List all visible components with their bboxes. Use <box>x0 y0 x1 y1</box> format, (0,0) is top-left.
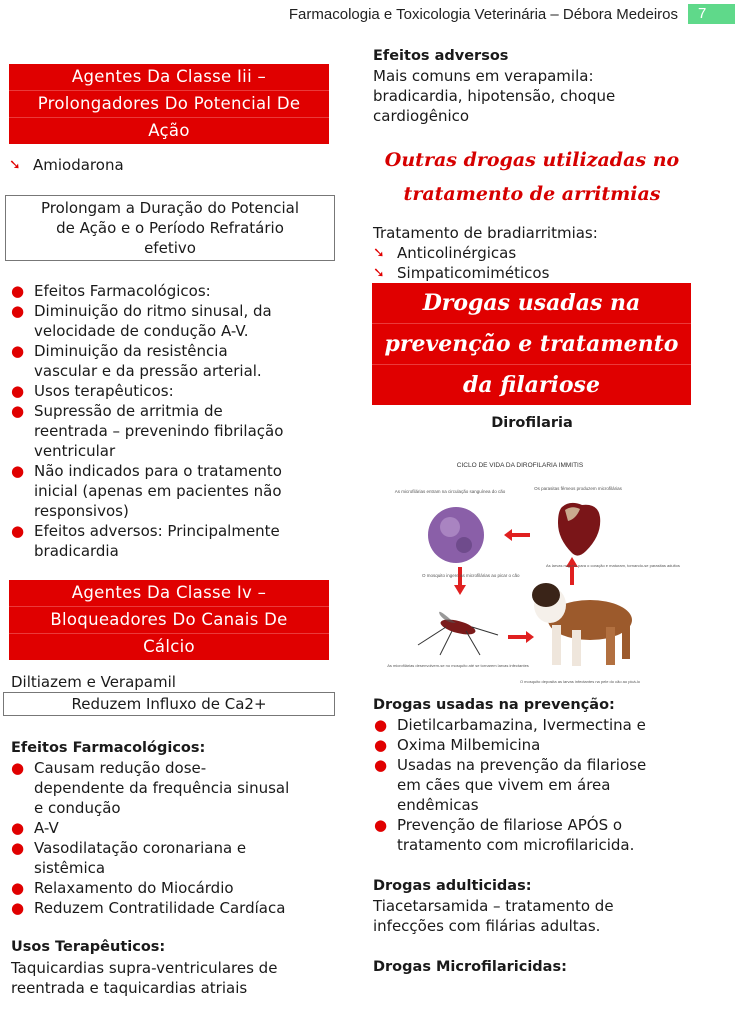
item-text: inicial (apenas em pacientes não <box>34 482 282 500</box>
brady-item <box>373 263 549 283</box>
class3-title-line: Agentes Da Classe Iii – <box>9 64 329 91</box>
definition-line: Prolongam a Duração do Potencial <box>40 199 300 217</box>
class4-uses-heading: Usos Terapêuticos: <box>11 939 166 955</box>
list-item <box>9 818 335 838</box>
list-item <box>9 341 335 381</box>
list-item <box>9 461 335 521</box>
adverse-line: cardiogênico <box>373 107 470 125</box>
list-item <box>9 521 335 561</box>
class3-drug: Amiodarona <box>33 156 124 174</box>
item-text: ventricular <box>34 442 116 460</box>
bullet-icon: ● <box>11 899 25 917</box>
bullet-icon: ● <box>11 302 25 320</box>
class4-title-line: Bloqueadores Do Canais De <box>9 607 329 634</box>
list-item <box>9 281 335 301</box>
item-text: Prevenção de filariose APÓS o <box>397 816 623 834</box>
item-text: e condução <box>34 799 121 817</box>
class4-drugs: Diltiazem e Verapamil <box>11 673 176 691</box>
label-heart: Os parasitas fêmeos produzem microfilárias <box>534 486 622 491</box>
item-text: endêmicas <box>397 796 479 814</box>
mosquito-image <box>418 612 498 655</box>
list-item <box>9 838 335 878</box>
item-text: responsivos) <box>34 502 129 520</box>
item-text: Efeitos Farmacológicos: <box>34 282 211 300</box>
item-text: Dietilcarbamazina, Ivermectina e <box>397 716 646 734</box>
label-develop: As microfilárias desenvolvem-se no mosquito até se tornarem larvas infectantes <box>387 663 529 668</box>
bullet-icon: ● <box>11 382 25 400</box>
bullet-icon: ● <box>374 716 388 734</box>
item-text: Diminuição do ritmo sinusal, da <box>34 302 272 320</box>
bullet-icon: ● <box>11 342 25 360</box>
arrow-up-icon <box>566 557 578 585</box>
title-line: Outras drogas utilizadas no <box>384 149 680 171</box>
brady-item <box>373 243 516 263</box>
adverse-effects-heading: Efeitos adversos <box>373 48 509 64</box>
arrow-right-icon <box>508 631 534 643</box>
item-text: Supressão de arritmia de <box>34 402 223 420</box>
arrow-down-right-icon: ➘ <box>9 157 21 173</box>
bullet-icon: ● <box>374 816 388 834</box>
label-deposit: O mosquito deposita as larvas infectantes na pele do cão ao picá-lo <box>519 679 641 684</box>
list-item <box>372 815 698 855</box>
figure-caption: Dirofilaria <box>491 415 573 431</box>
bullet-icon: ● <box>374 736 388 754</box>
uses-line: reentrada e taquicardias atriais <box>11 979 248 997</box>
item-text: Diminuição da resistência <box>34 342 228 360</box>
microfilaricide-heading: Drogas Microfilaricidas: <box>373 959 567 975</box>
other-drugs-title <box>372 143 692 211</box>
class4-title-line: Cálcio <box>143 637 195 656</box>
page-number-badge: 7 <box>688 4 735 24</box>
item-text: bradicardia <box>34 542 119 560</box>
class4-uses-text <box>11 958 277 998</box>
bullet-icon: ● <box>11 462 25 480</box>
class4-title-line: Agentes Da Classe Iv – <box>9 580 329 607</box>
list-item <box>9 758 335 818</box>
filariose-title-box <box>372 283 691 405</box>
item-text: Usos terapêuticos: <box>34 382 174 400</box>
dirofilaria-lifecycle-figure <box>387 455 680 695</box>
bullet-icon: ● <box>11 819 25 837</box>
item-text: Efeitos adversos: Principalmente <box>34 522 280 540</box>
title-line: da filariose <box>463 372 600 398</box>
item-text: Usadas na prevenção da filariose <box>397 756 647 774</box>
item-text: em cães que vivem em área <box>397 776 611 794</box>
blood-smear-detail <box>440 517 460 537</box>
class3-bullet-list <box>9 281 335 561</box>
bullet-icon: ● <box>11 839 25 857</box>
item-text: vascular e da pressão arterial. <box>34 362 262 380</box>
list-item <box>9 381 335 401</box>
item-text: Anticolinérgicas <box>397 244 517 262</box>
class3-drug-item <box>9 155 124 175</box>
adverse-line: Mais comuns em verapamila: <box>373 67 594 85</box>
definition-line: efetivo <box>144 239 196 257</box>
class4-definition-box: Reduzem Influxo de Ca2+ <box>3 692 335 716</box>
label-ingest: O mosquito ingere as microfilárias ao picar o cão <box>422 573 520 578</box>
label-migrate: As larvas migram para o coração e maturam, tornando-se parasitas adultos <box>546 563 680 568</box>
title-line: Drogas usadas na <box>372 283 691 324</box>
list-item <box>9 898 335 918</box>
item-text: Não indicados para o tratamento <box>34 462 282 480</box>
adverse-line: bradicardia, hipotensão, choque <box>373 87 616 105</box>
bullet-icon: ● <box>374 756 388 774</box>
item-text: reentrada – prevenindo fibrilação <box>34 422 284 440</box>
item-text: dependente da frequência sinusal <box>34 779 290 797</box>
list-item <box>9 301 335 341</box>
item-text: Relaxamento do Miocárdio <box>34 879 234 897</box>
item-text: Vasodilatação coronariana e <box>34 839 247 857</box>
list-item <box>9 401 335 461</box>
bullet-icon: ● <box>11 759 25 777</box>
class4-effects-heading: Efeitos Farmacológicos: <box>11 740 206 756</box>
class3-title-box <box>9 64 329 144</box>
document-title: Farmacologia e Toxicologia Veterinária – Débora Medeiros <box>288 5 678 23</box>
uses-line: Taquicardias supra-ventriculares de <box>11 959 278 977</box>
arrow-down-right-icon: ➘ <box>373 245 385 261</box>
class3-title-line: Ação <box>148 121 190 140</box>
title-line: prevenção e tratamento <box>372 324 691 365</box>
item-text: velocidade de condução A-V. <box>34 322 249 340</box>
class4-title-box <box>9 580 329 660</box>
arrow-down-icon <box>454 567 466 595</box>
bullet-icon: ● <box>11 879 25 897</box>
label-blood: As microfilárias entram na circulação sanguínea do cão <box>394 489 506 494</box>
class4-effects-list <box>9 758 335 918</box>
list-item <box>372 715 698 735</box>
title-line: tratamento de arritmias <box>403 183 661 205</box>
brady-heading: Tratamento de bradiarritmias: <box>373 224 598 242</box>
list-item <box>9 878 335 898</box>
adverse-effects-text <box>373 66 615 126</box>
page-header <box>289 4 735 24</box>
adulticide-line: Tiacetarsamida – tratamento de <box>373 897 614 915</box>
class3-title-line: Prolongadores Do Potencial De <box>9 91 329 118</box>
arrow-down-right-icon: ➘ <box>373 265 385 281</box>
item-text: Reduzem Contratilidade Cardíaca <box>34 899 286 917</box>
prevention-list <box>372 715 698 855</box>
adulticide-text <box>373 896 614 936</box>
class3-definition-box <box>5 195 335 261</box>
adulticide-heading: Drogas adulticidas: <box>373 878 532 894</box>
bullet-icon: ● <box>11 522 25 540</box>
item-text: A-V <box>34 819 59 837</box>
item-text: Oxima Milbemicina <box>397 736 541 754</box>
list-item <box>372 755 698 815</box>
blood-smear-detail <box>456 537 472 553</box>
item-text: tratamento com microfilaricida. <box>397 836 635 854</box>
definition-line: de Ação e o Período Refratário <box>56 219 284 237</box>
list-item <box>372 735 698 755</box>
figure-title: CICLO DE VIDA DA DIROFILARIA IMMITIS <box>456 462 584 469</box>
item-text: sistêmica <box>34 859 106 877</box>
adulticide-line: infecções com filárias adultas. <box>373 917 601 935</box>
arrow-left-icon <box>504 529 530 541</box>
bullet-icon: ● <box>11 402 25 420</box>
prevention-heading: Drogas usadas na prevenção: <box>373 697 615 713</box>
item-text: Simpaticomiméticos <box>397 264 550 282</box>
bullet-icon: ● <box>11 282 25 300</box>
dog-image <box>532 583 632 666</box>
item-text: Causam redução dose- <box>34 759 207 777</box>
